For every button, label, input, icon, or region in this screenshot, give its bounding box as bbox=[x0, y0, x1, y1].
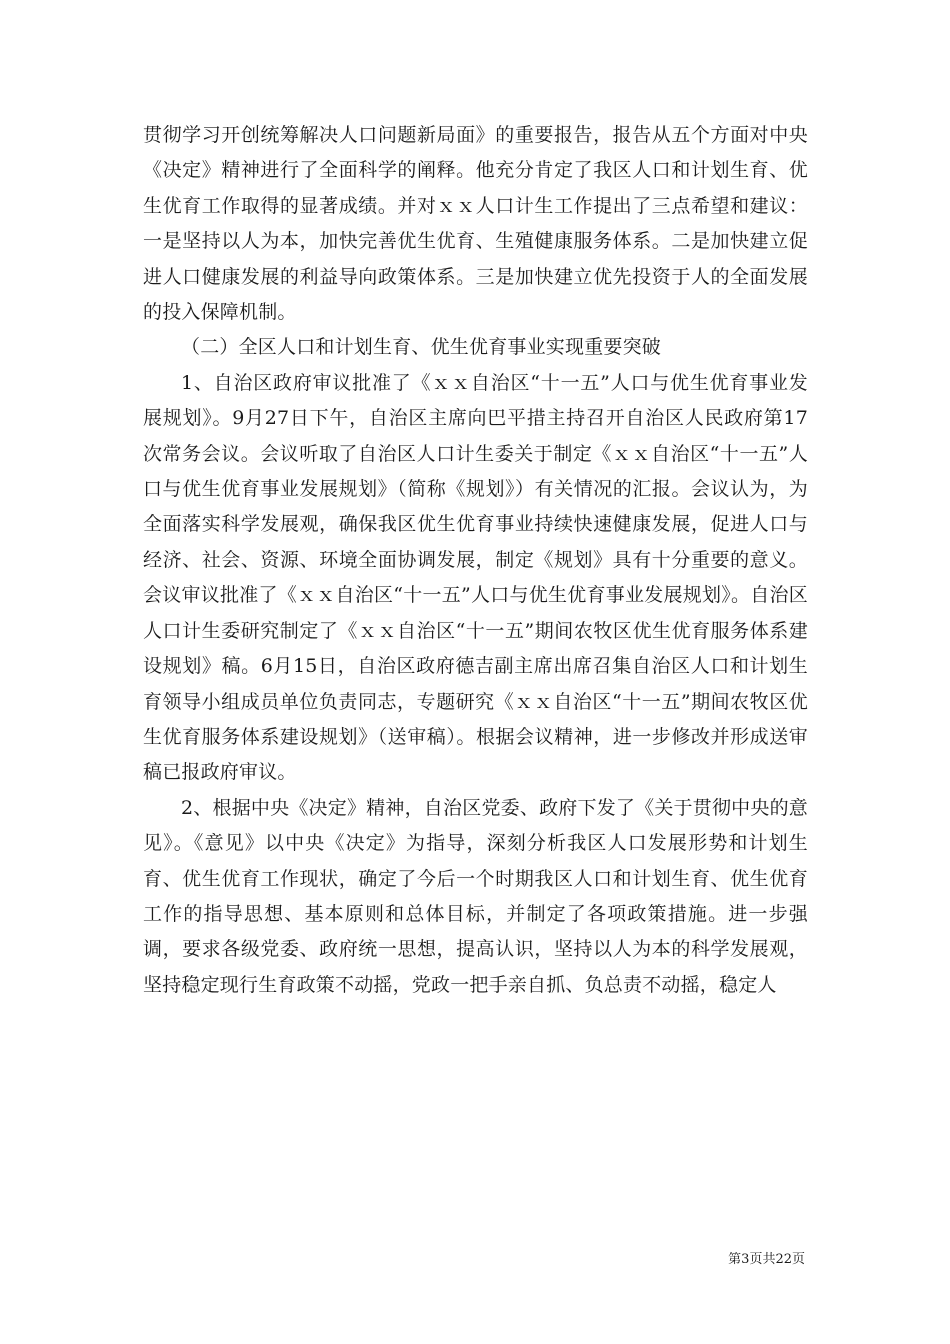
page-number-footer: 第3页共22页 bbox=[728, 1252, 805, 1267]
section-heading: （二）全区人口和计划生育、优生优育事业实现重要突破 bbox=[181, 336, 662, 359]
paragraph-intro: 贯彻学习开创统筹解决人口问题新局面》的重要报告，报告从五个方面对中央《决定》精神进行了全面科学的阐释。他充分肯定了我区人口和计划生育、优生优育工作取得的显著成绩。并对ｘｘ人口计生工作提出了三点希望和建议：一是坚持以人为本，加快完善优生优育、生殖健康服务体系。二是加快建立促进人口健康发展的利益导向政策体系。三是加快建立优先投资于人的全面发展的投入保障机制。 bbox=[143, 124, 808, 324]
document-body bbox=[143, 118, 808, 1003]
paragraph-item-1: 1、自治区政府审议批准了《ｘｘ自治区“十一五”人口与优生优育事业发展规划》。9月27日下午，自治区主席向巴平措主持召开自治区人民政府第17次常务会议。会议听取了自治区人口计生委关于制定《ｘｘ自治区“十一五”人口与优生优育事业发展规划》（简称《规划》）有关情况的汇报。会议认为，为全面落实科学发展观，确保我区优生优育事业持续快速健康发展，促进人口与经济、社会、资源、环境全面协调发展，制定《规划》具有十分重要的意义。会议审议批准了《ｘｘ自治区“十一五”人口与优生优育事业发展规划》。自治区人口计生委研究制定了《ｘｘ自治区“十一五”期间农牧区优生优育服务体系建设规划》稿。6月15日，自治区政府德吉副主席出席召集自治区人口和计划生育领导小组成员单位负责同志，专题研究《ｘｘ自治区“十一五”期间农牧区优生优育服务体系建设规划》（送审稿）。根据会议精神，进一步修改并形成送审稿已报政府审议。 bbox=[143, 371, 808, 784]
paragraph-item-2: 2、根据中央《决定》精神，自治区党委、政府下发了《关于贯彻中央的意见》。《意见》以中央《决定》为指导，深刻分析我区人口发展形势和计划生育、优生优育工作现状，确定了今后一个时期我区人口和计划生育、优生优育工作的指导思想、基本原则和总体目标，并制定了各项政策措施。进一步强调，要求各级党委、政府统一思想，提高认识，坚持以人为本的科学发展观，坚持稳定现行生育政策不动摇，党政一把手亲自抓、负总责不动摇，稳定人 bbox=[143, 796, 808, 996]
